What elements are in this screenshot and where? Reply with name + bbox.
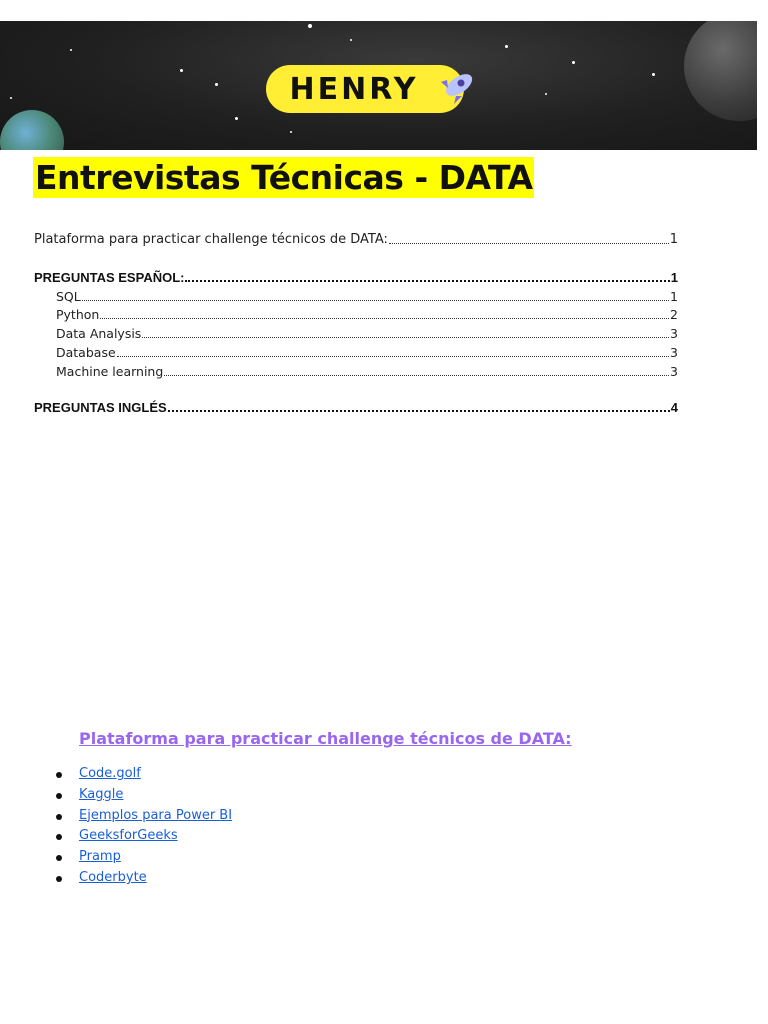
link-pramp[interactable]: Pramp [79,849,121,865]
star-decoration [215,83,218,86]
planet-illustration [0,110,64,150]
logo-text: HENRY [289,71,419,107]
toc-leader [168,410,670,412]
star-decoration [70,49,72,51]
toc-entry-page: 3 [670,326,678,341]
toc-entry-label: Data Analysis [56,326,142,341]
toc-leader [185,280,669,282]
toc-leader [117,356,669,357]
toc-entry-label: PREGUNTAS INGLÉS [34,400,167,415]
link-coderbyte[interactable]: Coderbyte [79,869,147,885]
toc-entry-page: 1 [670,270,678,285]
star-decoration [652,73,655,76]
star-decoration [545,93,547,95]
bullet-icon [56,834,62,840]
toc-entry-label: Machine learning [56,364,164,379]
toc-entry[interactable] [34,270,678,285]
header-banner [0,21,757,150]
toc-entry-page: 3 [670,364,678,379]
platforms-heading: Plataforma para practicar challenge técnicos de DATA: [79,729,572,748]
star-decoration [572,61,575,64]
toc-entry[interactable] [34,364,678,379]
toc-leader [82,300,669,301]
bullet-icon [56,793,62,799]
toc-entry[interactable] [34,345,678,360]
moon-illustration [684,21,757,121]
toc-entry-page: 4 [670,400,678,415]
rocket-icon [432,68,478,108]
toc-entry[interactable] [34,232,678,247]
bullet-icon [56,772,62,778]
toc-entry-page: 2 [670,307,678,322]
toc-entry-label: PREGUNTAS ESPAÑOL: [34,270,185,285]
toc-entry-label: SQL [56,289,81,304]
link-kaggle[interactable]: Kaggle [79,786,124,802]
toc-entry-label: Plataforma para practicar challenge técnicos de DATA: [34,232,388,247]
table-of-contents [34,232,678,422]
toc-entry-page: 1 [670,289,678,304]
link-power-bi-examples[interactable]: Ejemplos para Power BI [79,807,233,823]
star-decoration [10,97,12,99]
toc-leader [142,337,669,338]
toc-leader [164,375,669,376]
bullet-icon [56,876,62,882]
toc-entry[interactable] [34,326,678,341]
document-title: Entrevistas Técnicas - DATA [35,158,533,197]
toc-leader [100,318,669,319]
toc-entry-page: 1 [669,232,678,247]
star-decoration [290,131,292,133]
toc-entry[interactable] [34,307,678,322]
bullet-icon [56,814,62,820]
toc-entry-label: Database [56,345,116,360]
link-code-golf[interactable]: Code.golf [79,766,141,781]
toc-leader [389,243,669,244]
link-geeksforgeeks[interactable]: GeeksforGeeks [79,828,178,844]
bullet-icon [56,855,62,861]
star-decoration [180,69,183,72]
star-decoration [350,39,352,41]
toc-entry[interactable] [34,289,678,304]
star-decoration [505,45,508,48]
star-decoration [308,24,312,28]
toc-entry[interactable] [34,400,678,415]
star-decoration [235,117,238,120]
toc-entry-page: 3 [670,345,678,360]
toc-entry-label: Python [56,307,100,322]
